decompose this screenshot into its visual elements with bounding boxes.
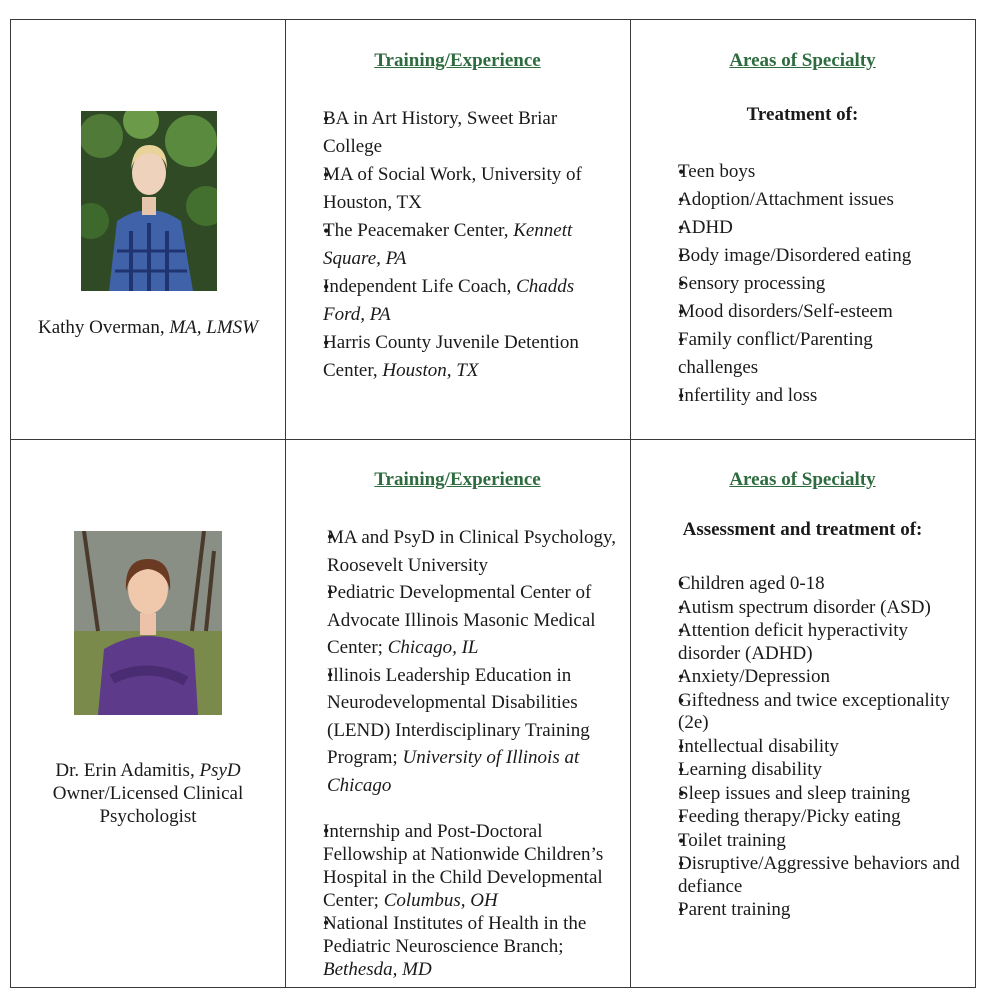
list-item: • Autism spectrum disorder (ASD)	[648, 597, 966, 620]
specialty-heading: Areas of Specialty	[729, 50, 876, 71]
staff-title: Owner/Licensed Clinical Psychologist	[52, 783, 244, 827]
training-list	[297, 524, 622, 799]
list-item: • Giftedness and twice exceptionality (2e)	[648, 690, 966, 735]
list-item: • Parent training	[648, 899, 966, 922]
list-item: • Independent Life Coach, Chadds Ford, PA	[297, 273, 617, 329]
training-cell	[285, 20, 630, 439]
specialty-list	[648, 158, 958, 410]
list-item: • Learning disability	[648, 759, 966, 782]
list-item: • Intellectual disability	[648, 736, 966, 759]
list-item: • Teen boys	[648, 158, 958, 186]
list-item: • Internship and Post-Doctoral Fellowship at Nationwide Children’s Hospital in the Child Developmental Center; Columbus, OH	[293, 820, 623, 912]
training-heading: Training/Experience	[374, 469, 541, 490]
training-cell	[285, 439, 630, 987]
list-item: • BA in Art History, Sweet Briar College	[297, 105, 617, 161]
specialty-cell	[630, 439, 975, 987]
list-item: • Infertility and loss	[648, 382, 958, 410]
list-item: • Pediatric Developmental Center of Advocate Illinois Masonic Medical Center; Chicago, IL	[297, 579, 622, 662]
staff-photo	[74, 531, 222, 715]
list-item: • Anxiety/Depression	[648, 666, 966, 689]
list-item: • Mood disorders/Self-esteem	[648, 298, 958, 326]
list-item: • National Institutes of Health in the Pediatric Neuroscience Branch; Bethesda, MD	[293, 912, 623, 981]
staff-name: Kathy Overman, MA, LMSW	[37, 317, 259, 338]
list-item: • Toilet training	[648, 830, 966, 853]
staff-name: Dr. Erin Adamitis, PsyD	[55, 760, 241, 781]
list-item: • Adoption/Attachment issues	[648, 186, 958, 214]
list-item: • Feeding therapy/Picky eating	[648, 806, 966, 829]
specialty-subheading: Treatment of:	[746, 104, 859, 125]
list-item: • Body image/Disordered eating	[648, 242, 958, 270]
training-list-continued	[293, 820, 623, 981]
staff-profile-cell	[11, 20, 285, 439]
list-item: • The Peacemaker Center, Kennett Square, PA	[297, 217, 617, 273]
specialty-subheading: Assessment and treatment of:	[682, 519, 923, 540]
specialty-heading: Areas of Specialty	[729, 469, 876, 490]
staff-photo	[81, 111, 217, 291]
list-item: • Sensory processing	[648, 270, 958, 298]
list-item: • Family conflict/Parenting challenges	[648, 326, 888, 382]
list-item: • Illinois Leadership Education in Neurodevelopmental Disabilities (LEND) Interdisciplinary Training Program; University of Illinois at Chicago	[297, 662, 622, 800]
specialty-list	[648, 573, 966, 923]
list-item: • MA of Social Work, University of Houston, TX	[297, 161, 617, 217]
list-item: • Children aged 0-18	[648, 573, 966, 596]
list-item: • Harris County Juvenile Detention Center, Houston, TX	[297, 329, 617, 385]
training-list	[297, 105, 617, 385]
list-item: • Disruptive/Aggressive behaviors and defiance	[648, 853, 966, 898]
list-item: • MA and PsyD in Clinical Psychology, Roosevelt University	[297, 524, 622, 579]
list-item: • Sleep issues and sleep training	[648, 783, 966, 806]
list-item: • ADHD	[648, 214, 958, 242]
staff-table	[10, 19, 976, 988]
specialty-cell	[630, 20, 975, 439]
list-item: • Attention deficit hyperactivity disorder (ADHD)	[648, 620, 966, 665]
staff-profile-cell	[11, 439, 285, 987]
training-heading: Training/Experience	[374, 50, 541, 71]
